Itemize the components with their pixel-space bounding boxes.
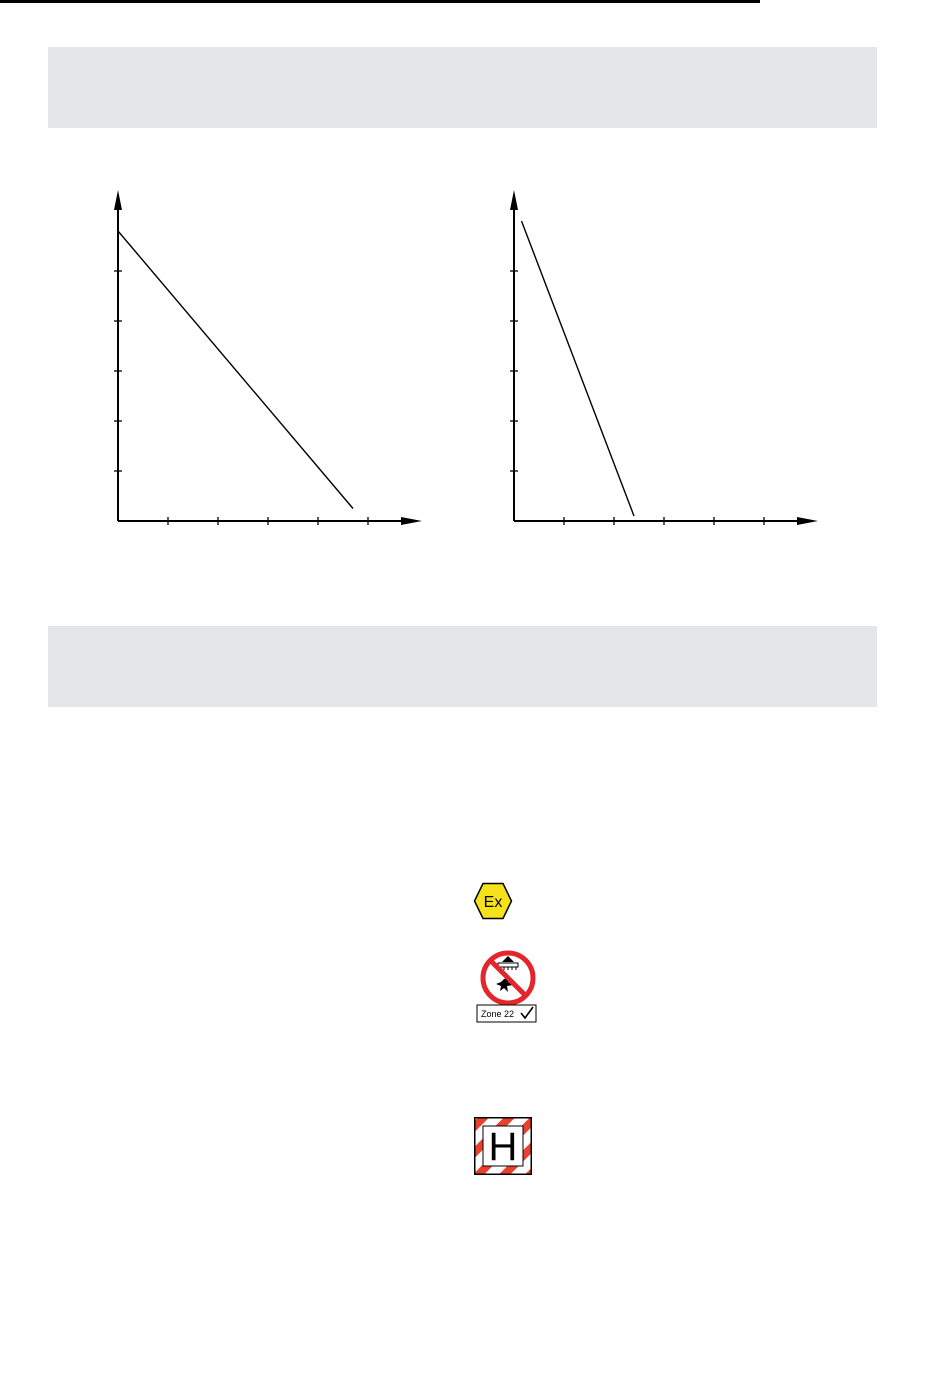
h-label: H	[488, 1125, 518, 1169]
chart-right-svg	[496, 180, 826, 530]
series-line	[522, 221, 635, 516]
x-axis-arrow-icon	[401, 517, 422, 525]
y-axis-arrow-icon	[114, 190, 122, 210]
chart-left-svg	[100, 180, 430, 530]
chart-right	[496, 180, 826, 530]
section-header-band-2	[48, 626, 877, 707]
hazard-striped-h-icon	[474, 1117, 532, 1175]
zone-22-prohibition-icon	[474, 949, 542, 1029]
y-axis-arrow-icon	[510, 190, 518, 210]
ex-label: Ex	[483, 894, 503, 911]
section-header-band-1	[48, 47, 877, 128]
chart-left	[100, 180, 430, 530]
series-line	[118, 231, 353, 509]
x-axis-arrow-icon	[797, 517, 818, 525]
atex-ex-hexagon-icon	[473, 882, 513, 920]
zone-label: Zone 22	[481, 1009, 515, 1019]
top-rule	[0, 0, 760, 3]
